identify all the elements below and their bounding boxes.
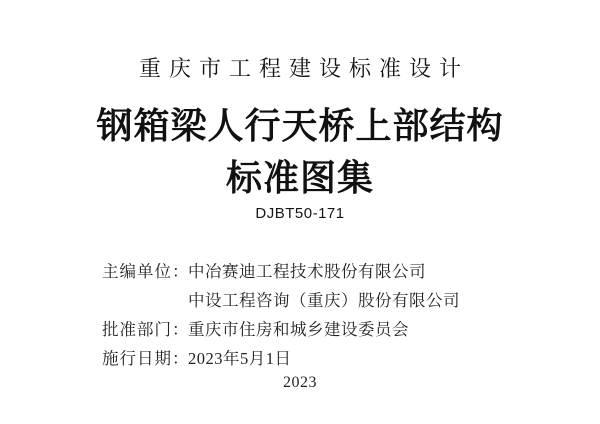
approver-label: 批准部门：: [102, 320, 190, 339]
info-row-editor: [102, 257, 460, 286]
approver-value: 重庆市住房和城乡建设委员会: [188, 320, 409, 339]
document-title-line1: 钢箱梁人行天桥上部结构: [96, 105, 504, 146]
editor-value-1: 中冶赛迪工程技术股份有限公司: [188, 262, 426, 281]
standard-code: DJBT50-171: [255, 205, 345, 222]
info-row-approver: [102, 315, 460, 344]
document-title: [0, 100, 600, 204]
editor-value-2: 中设工程咨询（重庆）股份有限公司: [188, 291, 460, 310]
info-row-date: [102, 344, 460, 373]
date-value: 2023年5月1日: [188, 349, 292, 368]
info-row-editor-2: [102, 286, 460, 315]
publication-info: [102, 257, 460, 373]
date-label: 施行日期：: [102, 349, 190, 368]
publication-year: 2023: [283, 374, 317, 391]
editor-label: 主编单位：: [102, 262, 190, 281]
document-title-line2: 标准图集: [225, 157, 374, 198]
series-header: 重庆市工程建设标准设计: [138, 56, 469, 81]
